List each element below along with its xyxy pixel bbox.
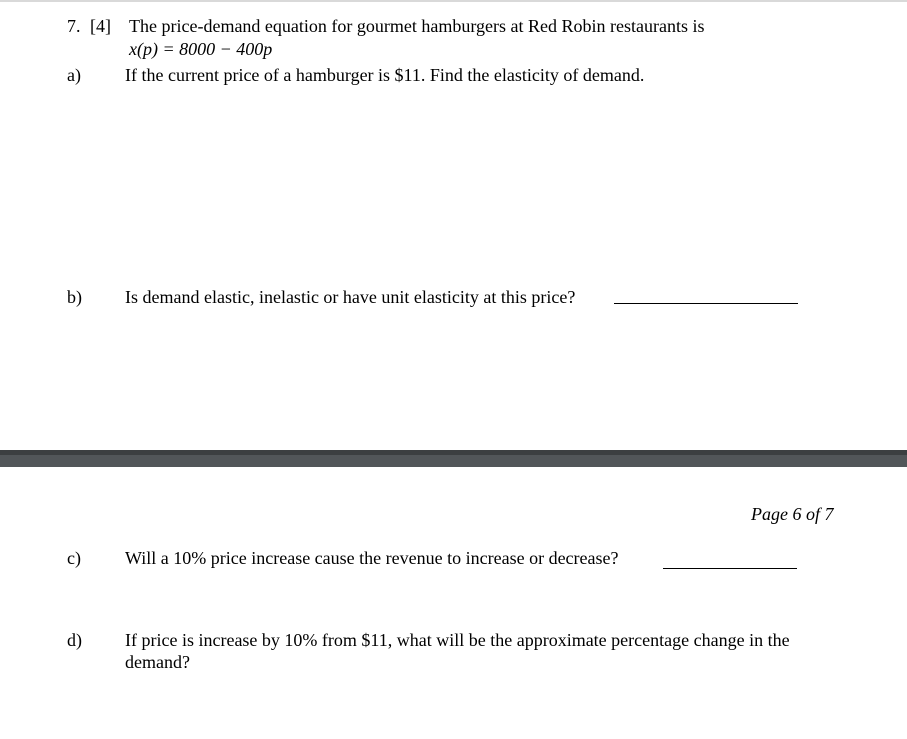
page-top-edge — [0, 0, 907, 2]
page-separator-shadow — [0, 450, 907, 455]
part-d-label: d) — [67, 630, 82, 650]
page-number-footer: Page 6 of 7 — [751, 504, 834, 524]
part-b-text: Is demand elastic, inelastic or have unit elasticity at this price? — [125, 287, 576, 307]
part-c-text: Will a 10% price increase cause the revenue to increase or decrease? — [125, 548, 619, 568]
part-b-answer-blank[interactable] — [614, 303, 798, 304]
part-d-text-line2: demand? — [125, 652, 190, 672]
question-number: 7. — [67, 16, 81, 36]
part-c-answer-blank[interactable] — [663, 568, 797, 569]
part-b-label: b) — [67, 287, 82, 307]
part-d-text-line1: If price is increase by 10% from $11, what will be the approximate percentage change in the — [125, 630, 790, 650]
page-7 — [0, 467, 907, 739]
part-a-text: If the current price of a hamburger is $11. Find the elasticity of demand. — [125, 65, 645, 85]
question-points: [4] — [90, 16, 111, 36]
page-separator — [0, 450, 907, 467]
part-a-label: a) — [67, 65, 81, 85]
demand-equation: x(p) = 8000 − 400p — [129, 39, 273, 59]
part-c-label: c) — [67, 548, 81, 568]
question-intro: The price-demand equation for gourmet hamburgers at Red Robin restaurants is — [129, 16, 705, 36]
